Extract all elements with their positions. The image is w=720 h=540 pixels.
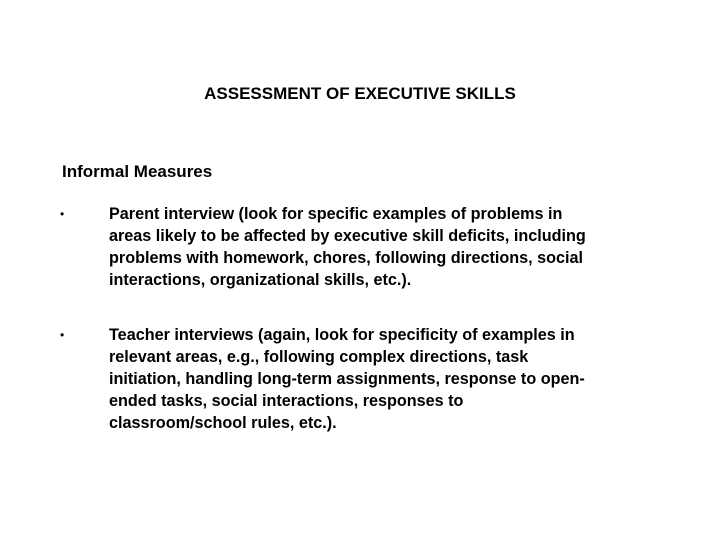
page-title: ASSESSMENT OF EXECUTIVE SKILLS [204, 84, 516, 103]
text-line: Teacher interviews (again, look for specificity of examples in [109, 326, 575, 344]
text-line: problems with homework, chores, following directions, social [109, 249, 584, 267]
text-line: areas likely to be affected by executive skill deficits, including [109, 227, 586, 245]
text-line: interactions, organizational skills, etc.). [109, 271, 412, 289]
text-line: classroom/school rules, etc.). [109, 414, 337, 432]
list-item-text [109, 203, 654, 291]
text-line: ended tasks, social interactions, responses to [109, 392, 464, 410]
list-item-text [109, 324, 654, 434]
text-line: Parent interview (look for specific examples of problems in [109, 205, 563, 223]
text-line: initiation, handling long-term assignments, response to open- [109, 370, 585, 388]
bullet-marker: • [60, 328, 65, 342]
bullet-marker: • [60, 207, 65, 221]
text-line: relevant areas, e.g., following complex directions, task [109, 348, 529, 366]
section-heading: Informal Measures [62, 162, 213, 181]
